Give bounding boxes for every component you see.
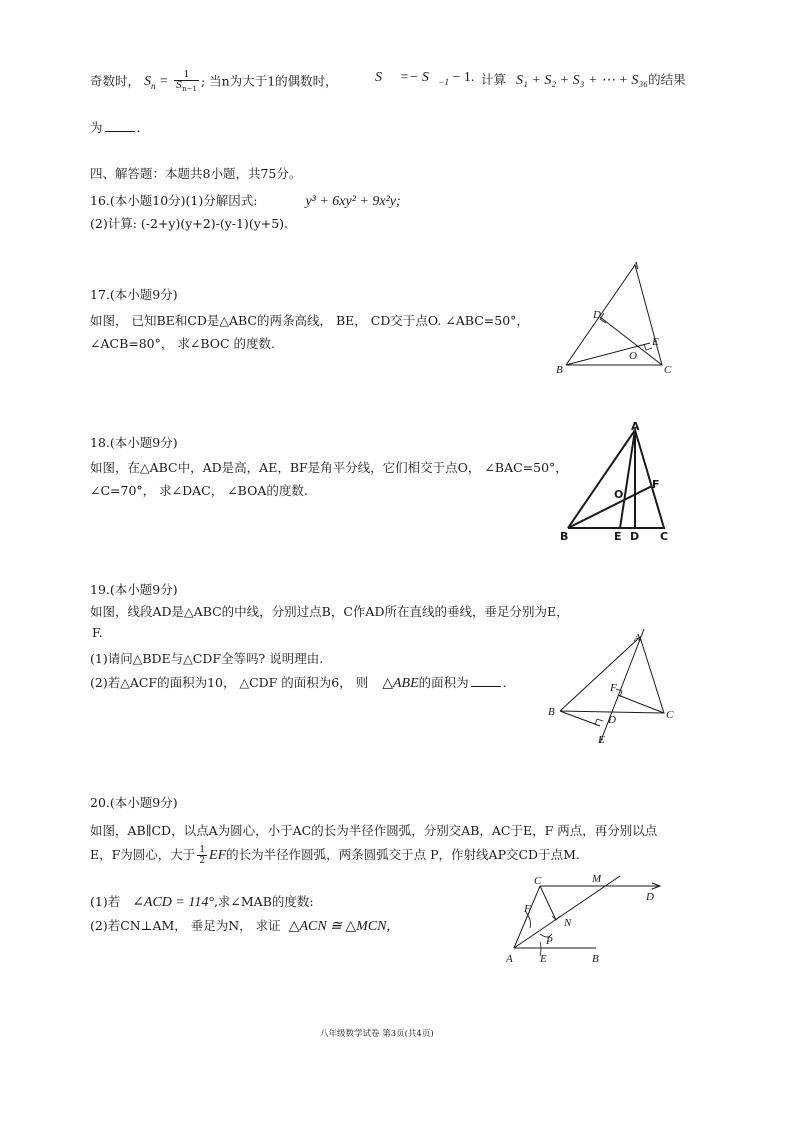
- q17-label-E: E: [652, 336, 659, 348]
- q17-triangle: [566, 265, 662, 365]
- q16-part1: 16.(本小题10分)(1)分解因式: y³ + 6xy² + 9x²y;: [90, 193, 401, 209]
- q20-half-fraction: $\frac{1}{2}$: [199, 845, 206, 866]
- q15-line1: [90, 70, 338, 94]
- q20-label-A: A: [506, 953, 513, 965]
- q20-label-M: M: [592, 873, 602, 885]
- q19-line2: F.: [92, 625, 103, 640]
- q18-label-E: E: [614, 530, 622, 543]
- q18-label-A: A: [631, 420, 640, 433]
- q18-label-O: O: [614, 488, 624, 501]
- q17-head: 17.(本小题9分): [90, 287, 178, 302]
- q16-part2: (2)计算: (-2+y)(y+2)-(y-1)(y+5).: [90, 216, 289, 231]
- q19-part1: (1)请问△BDE与△CDF全等吗? 说明理由.: [90, 651, 324, 666]
- q18-label-B: B: [560, 530, 569, 543]
- q19-perp-BE: [560, 711, 600, 726]
- q17-label-B: B: [556, 364, 563, 376]
- q15-answer-line: 为 .: [90, 120, 141, 135]
- q19-label-C: C: [666, 709, 674, 721]
- q15-text: 奇数时，: [90, 73, 141, 89]
- q15-text2: ; 当n为大于1的偶数时，: [200, 73, 338, 89]
- q19-label-F: F: [610, 682, 617, 694]
- q18-label-D: D: [630, 530, 640, 543]
- q20-label-C: C: [534, 875, 542, 887]
- q17-line2: ∠ACB=80°， 求∠BOC 的度数.: [90, 336, 276, 351]
- q18-line1: 如图，在△ABC中，AD是高，AE，BF是角平分线，它们相交于点O， ∠BAC=50°，: [90, 460, 568, 475]
- q20-segment-CN: [540, 886, 556, 920]
- q19-label-B: B: [548, 706, 555, 718]
- q19-perp-CF: [618, 695, 664, 713]
- q19-label-D: D: [608, 714, 616, 726]
- q18-triangle: [568, 430, 664, 528]
- q19-label-A: A: [634, 632, 641, 644]
- q18-figure: [548, 418, 678, 548]
- q15-sn: $S_n$ =: [144, 74, 172, 92]
- section-heading: 四、解答题：本题共8小题，共75分。: [90, 166, 302, 181]
- q18-bisector-AE: [620, 430, 635, 528]
- q19-median-line: [600, 629, 644, 743]
- q17-label-C: C: [664, 364, 672, 376]
- q17-label-O: O: [629, 350, 637, 362]
- q17-line1: 如图， 已知BE和CD是△ABC的两条高线， BE， CD交于点O. ∠ABC=50°，: [90, 313, 529, 328]
- q20-label-P: P: [546, 935, 553, 947]
- q20-line2: E，F为圆心，大于 $\frac{1}{2}$ EF的长为半径作圆弧，两条圆弧交于点 P，作射线AP交CD于点M.: [90, 845, 580, 866]
- q20-label-F: F: [524, 903, 531, 915]
- q17-label-D: D: [593, 309, 601, 321]
- q20-head: 20.(本小题9分): [90, 795, 178, 810]
- q20-part2: (2)若CN⊥AM， 垂足为N， 求证 △ACN ≅ △MCN,: [90, 918, 391, 934]
- q20-label-N: N: [564, 917, 572, 929]
- q20-label-B: B: [592, 953, 599, 965]
- q18-label-F: F: [652, 478, 660, 491]
- q18-line2: ∠C=70°， 求∠DAC， ∠BOA的度数.: [90, 483, 308, 498]
- q20-part1: (1)若 ∠ACD = 114°,求∠MAB的度数:: [90, 894, 314, 910]
- q19-label-E: E: [598, 734, 605, 746]
- q18-bisector-BF: [568, 486, 652, 528]
- q20-line1: 如图，AB∥CD，以点A为圆心，小于AC的长为半径作圆弧，分别交AB，AC于E，F 两点，再分别以点: [90, 823, 658, 838]
- q17-label-A: A: [632, 260, 639, 272]
- q19-triangle: [560, 637, 664, 713]
- q19-part2: (2)若△ACF的面积为10， △CDF 的面积为6， 则 △ABE的面积为 .: [90, 675, 507, 691]
- q18-head: 18.(本小题9分): [90, 435, 178, 450]
- q19-head: 19.(本小题9分): [90, 582, 178, 597]
- q15-compute: 计算 S₁ + S₂ + S₃ + ⋯ + S₃₆的结果: [481, 72, 686, 88]
- page-footer: 八年级数学试卷 第3页(共4页): [320, 1029, 434, 1039]
- q19-line1: 如图，线段AD是△ABC的中线，分别过点B，C作AD所在直线的垂线，垂足分别为E，: [90, 604, 569, 619]
- q15-fraction: $\frac{1}{S_{n-1}}$: [175, 70, 197, 93]
- q15-even-formula: S =− S $_{-1}$ − 1.: [375, 70, 475, 87]
- q17-right-angle-E: [644, 344, 652, 350]
- q20-label-E: E: [540, 953, 547, 965]
- q20-label-D: D: [646, 891, 654, 903]
- q20-figure: [500, 868, 675, 966]
- q17-figure: [540, 255, 700, 380]
- q19-figure: [540, 625, 690, 750]
- q16-expression: y³ + 6xy² + 9x²y;: [305, 194, 401, 209]
- answer-blank[interactable]: [105, 119, 135, 132]
- answer-blank[interactable]: [471, 674, 501, 687]
- q18-label-C: C: [660, 530, 669, 543]
